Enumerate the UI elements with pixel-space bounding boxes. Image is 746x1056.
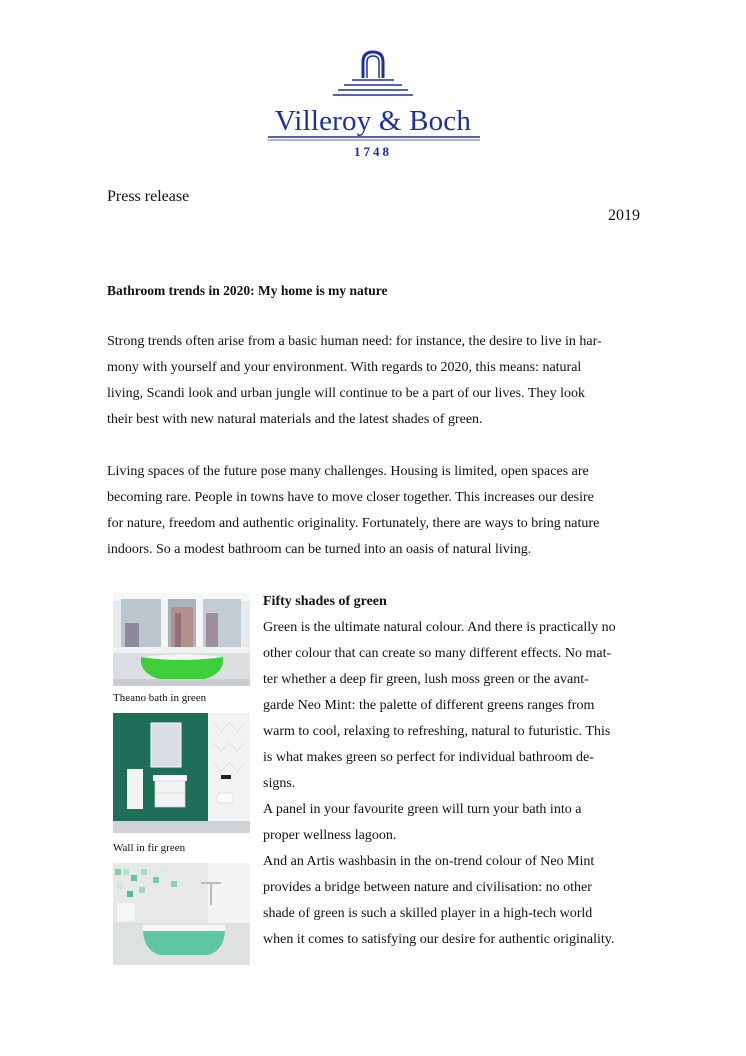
section-line: And an Artis washbasin in the on-trend colour of Neo Mint (263, 854, 595, 869)
neo-mint-bath-photo (113, 863, 250, 965)
paragraph-line: their best with new natural materials and the latest shades of green. (107, 412, 483, 427)
section-line: other colour that can create so many different effects. No mat- (263, 646, 612, 661)
headline: Bathroom trends in 2020: My home is my nature (107, 283, 388, 298)
section-line: ter whether a deep fir green, lush moss green or the avant- (263, 672, 589, 687)
paragraph-line: Strong trends often arise from a basic human need: for instance, the desire to live in har- (107, 334, 602, 349)
paragraph-line: for nature, freedom and authentic originality. Fortunately, there are ways to bring nature (107, 516, 600, 531)
photo-caption: Theano bath in green (113, 692, 207, 704)
paragraph-line: Living spaces of the future pose many challenges. Housing is limited, open spaces are (107, 464, 589, 479)
section-line: signs. (263, 776, 296, 791)
section-line: warm to cool, relaxing to refreshing, natural to futuristic. This (263, 724, 611, 739)
section-line: Green is the ultimate natural colour. And there is practically no (263, 620, 616, 635)
brand-founding-year: 1748 (354, 144, 392, 159)
intro-paragraph (107, 329, 647, 433)
document-year: 2019 (608, 207, 640, 224)
second-paragraph (107, 459, 647, 563)
photo-caption: Wall in fir green (113, 842, 186, 854)
section-line: garde Neo Mint: the palette of different greens ranges from (263, 698, 595, 713)
section-line: shade of green is such a skilled player in a high-tech world (263, 906, 593, 921)
fir-green-wall-photo (113, 713, 250, 833)
document-label: Press release (107, 188, 190, 205)
brand-logo (258, 42, 488, 162)
paragraph-line: becoming rare. People in towns have to move closer together. This increases our desire (107, 490, 594, 505)
section-line: when it comes to satisfying our desire for authentic originality. (263, 932, 615, 947)
paragraph-line: indoors. So a modest bathroom can be turned into an oasis of natural living. (107, 542, 532, 557)
section-line: proper wellness lagoon. (263, 828, 397, 843)
section-line: is what makes green so perfect for individual bathroom de- (263, 750, 594, 765)
green-section (263, 589, 663, 953)
section-line: provides a bridge between nature and civilisation: no other (263, 880, 592, 895)
theano-bath-photo (113, 593, 250, 686)
brand-wordmark: Villeroy & Boch (274, 105, 472, 137)
section-line: A panel in your favourite green will turn your bath into a (263, 802, 582, 817)
paragraph-line: mony with yourself and your environment. With regards to 2020, this means: natural (107, 360, 582, 375)
section-title: Fifty shades of green (263, 594, 387, 609)
paragraph-line: living, Scandi look and urban jungle will continue to be a part of our lives. They look (107, 386, 585, 401)
